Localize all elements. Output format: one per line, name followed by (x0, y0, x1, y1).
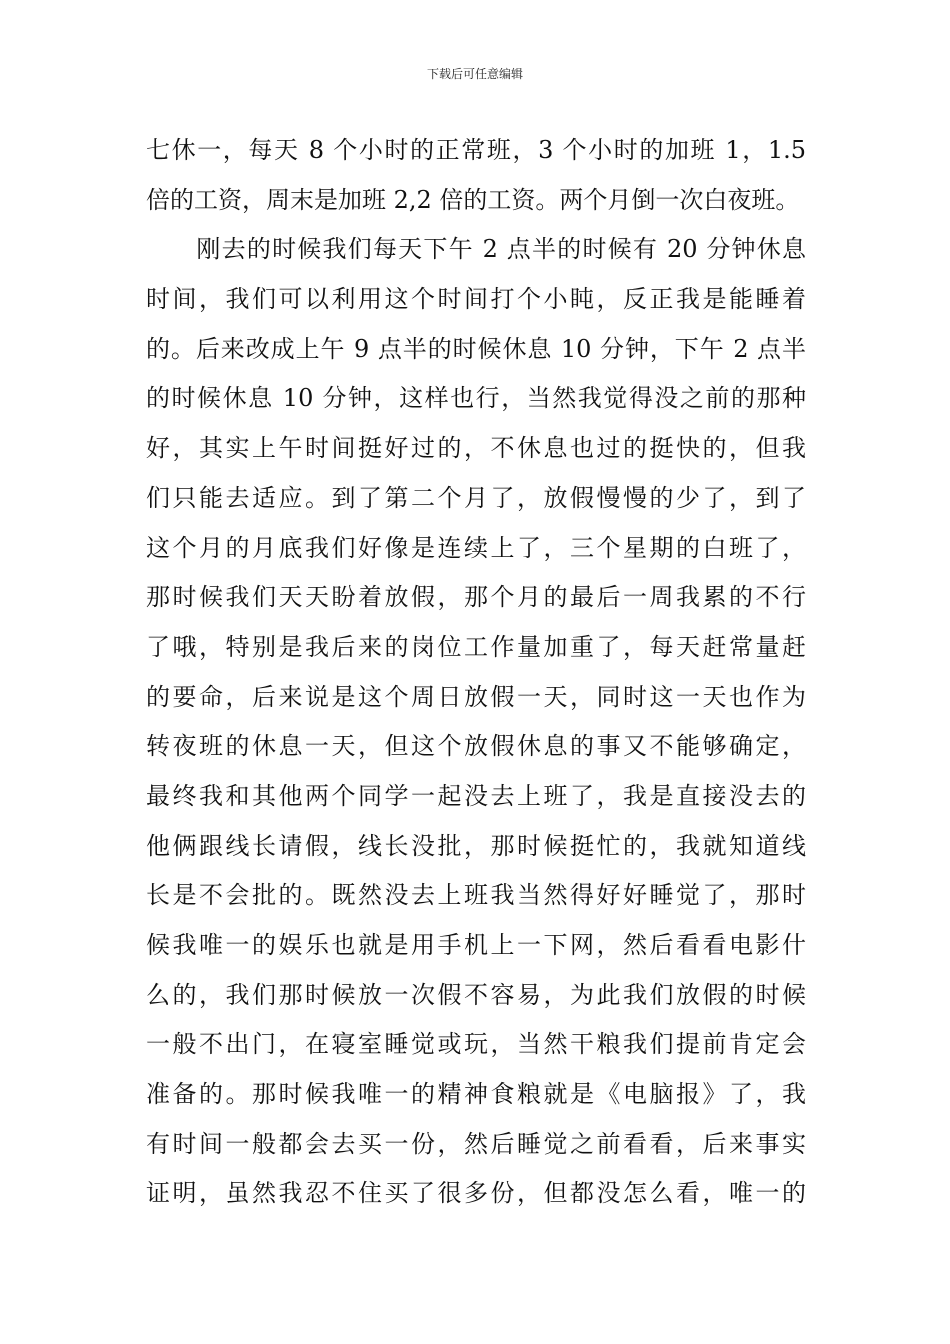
text-line: 那时候我们天天盼着放假，那个月的最后一周我累的不行 (146, 583, 806, 612)
text-line: 准备的。那时候我唯一的精神食粮就是《电脑报》了，我 (146, 1080, 806, 1109)
text-line: 倍的工资，周末是加班 2,2 倍的工资。两个月倒一次白夜班。 (146, 185, 800, 214)
page-header: 下载后可任意编辑 (426, 67, 523, 81)
text-line: 一般不出门，在寝室睡觉或玩，当然干粮我们提前肯定会 (146, 1030, 806, 1059)
text-line: 转夜班的休息一天，但这个放假休息的事又不能够确定， (146, 732, 806, 761)
text-line: 证明，虽然我忍不住买了很多份，但都没怎么看，唯一的 (146, 1179, 806, 1208)
text-line: 长是不会批的。既然没去上班我当然得好好睡觉了，那时 (146, 881, 806, 910)
document-body (146, 126, 806, 1219)
text-line: 时间，我们可以利用这个时间打个小盹，反正我是能睡着 (146, 285, 806, 314)
text-line: 七休一，每天 8 个小时的正常班，3 个小时的加班 1，1.5 (146, 136, 806, 164)
text-line: 刚去的时候我们每天下午 2 点半的时候有 20 分钟休息 (146, 235, 806, 264)
text-line: 好，其实上午时间挺好过的，不休息也过的挺快的，但我 (146, 434, 806, 463)
text-line: 的时候休息 10 分钟，这样也行，当然我觉得没之前的那种 (146, 384, 806, 413)
text-line: 候我唯一的娱乐也就是用手机上一下网，然后看看电影什 (146, 931, 806, 959)
text-line: 的要命，后来说是这个周日放假一天，同时这一天也作为 (146, 682, 806, 711)
text-line: 们只能去适应。到了第二个月了，放假慢慢的少了，到了 (146, 483, 806, 512)
text-line: 了哦，特别是我后来的岗位工作量加重了，每天赶常量赶 (146, 632, 806, 661)
text-line: 他俩跟线长请假，线长没批，那时候挺忙的，我就知道线 (146, 831, 806, 860)
text-line: 么的，我们那时候放一次假不容易，为此我们放假的时候 (146, 980, 806, 1009)
text-line: 的。后来改成上午 9 点半的时候休息 10 分钟，下午 2 点半 (146, 334, 806, 363)
text-line: 有时间一般都会去买一份，然后睡觉之前看看，后来事实 (146, 1129, 806, 1158)
text-line: 最终我和其他两个同学一起没去上班了，我是直接没去的 (146, 781, 806, 810)
text-line: 这个月的月底我们好像是连续上了，三个星期的白班了， (146, 533, 806, 562)
